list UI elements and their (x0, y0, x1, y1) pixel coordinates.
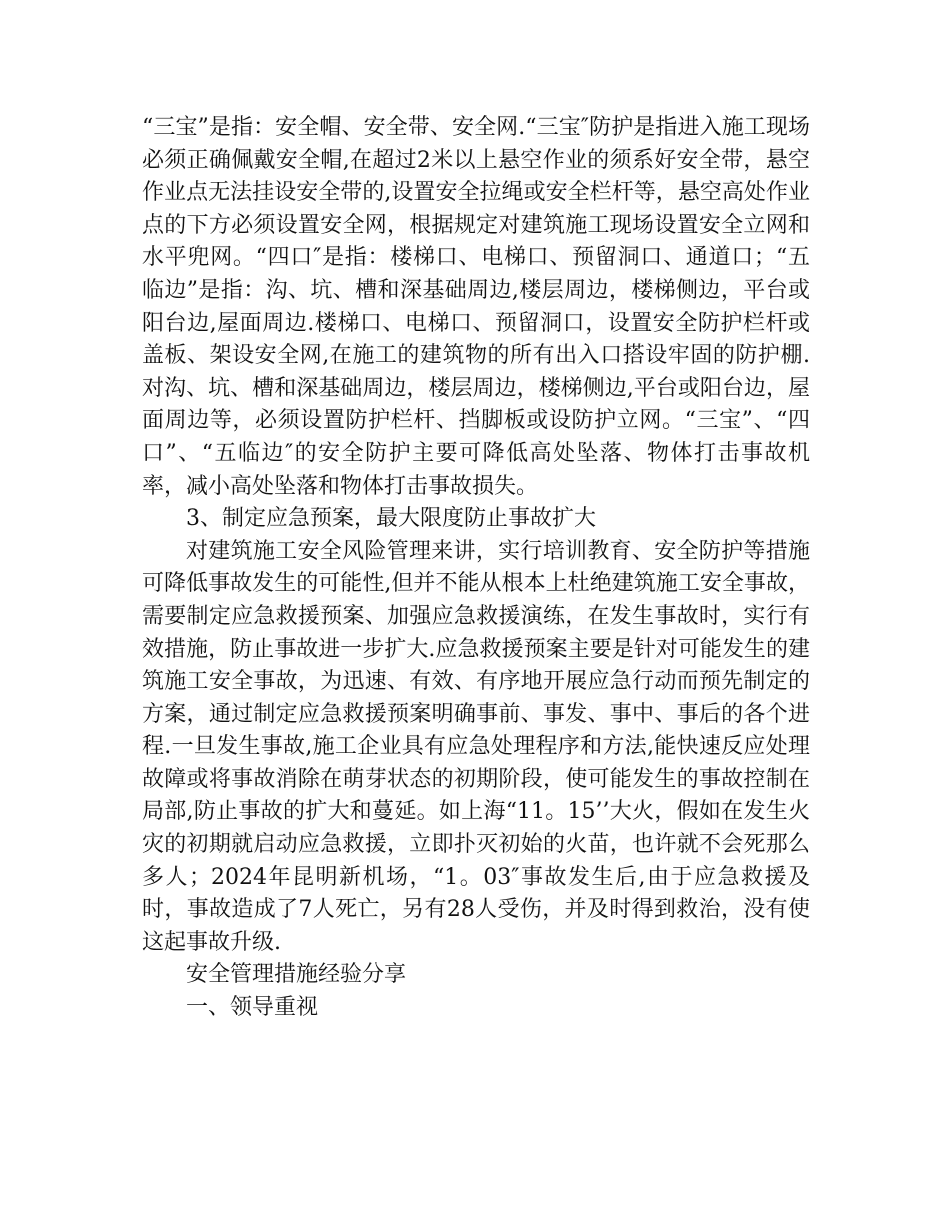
document-page (142, 112, 810, 1025)
section-heading-experience-sharing: 安全管理措施经验分享 (186, 962, 407, 988)
section-heading-emergency-plan: 3、制定应急预案，最大限度防止事故扩大 (186, 506, 596, 532)
paragraph-emergency-plan: 对建筑施工安全风险管理来讲，实行培训教育、安全防护等措施可降低事故发生的可能性,但并不能从根本上杜绝建筑施工安全事故，需要制定应急救援预案、加强应急救援演练，在发生事故时，实行有效措施，防止事故进一步扩大.应急救援预案主要是针对可能发生的建筑施工安全事故，为迅速、有效、有序地开展应急行动而预先制定的方案，通过制定应急救援预案明确事前、事发、事中、事后的各个进程.一旦发生事故,施工企业具有应急处理程序和方法,能快速反应处理故障或将事故消除在萌芽状态的初期阶段，使可能发生的事故控制在局部,防止事故的扩大和蔓延。如上海“11。15’’大火，假如在发生火灾的初期就启动应急救援，立即扑灭初始的火苗，也许就不会死那么多人；2024年昆明新机场，“1。03″事故发生后,由于应急救援及时，事故造成了7人死亡，另有28人受伤，并及时得到救治，没有使这起事故升级. (142, 538, 810, 955)
section-heading-leadership: 一、领导重视 (186, 995, 319, 1021)
paragraph-three-treasures: “三宝”是指：安全帽、安全带、安全网.“三宝″防护是指进入施工现场必须正确佩戴安全帽,在超过2米以上悬空作业的须系好安全带，悬空作业点无法挂设安全带的,设置安全拉绳或安全栏杆等，悬空高处作业点的下方必须设置安全网，根据规定对建筑施工现场设置安全立网和水平兜网。“四口″是指：楼梯口、电梯口、预留洞口、通道口；“五临边”是指：沟、坑、槽和深基础周边,楼层周边，楼梯侧边，平台或阳台边,屋面周边.楼梯口、电梯口、预留洞口，设置安全防护栏杆或盖板、架设安全网,在施工的建筑物的所有出入口搭设牢固的防护棚.对沟、坑、槽和深基础周边，楼层周边，楼梯侧边,平台或阳台边，屋面周边等，必须设置防护栏杆、挡脚板或设防护立网。“三宝”、“四口”、“五临边″的安全防护主要可降低高处坠落、物体打击事故机率，减小高处坠落和物体打击事故损失。 (142, 115, 810, 499)
